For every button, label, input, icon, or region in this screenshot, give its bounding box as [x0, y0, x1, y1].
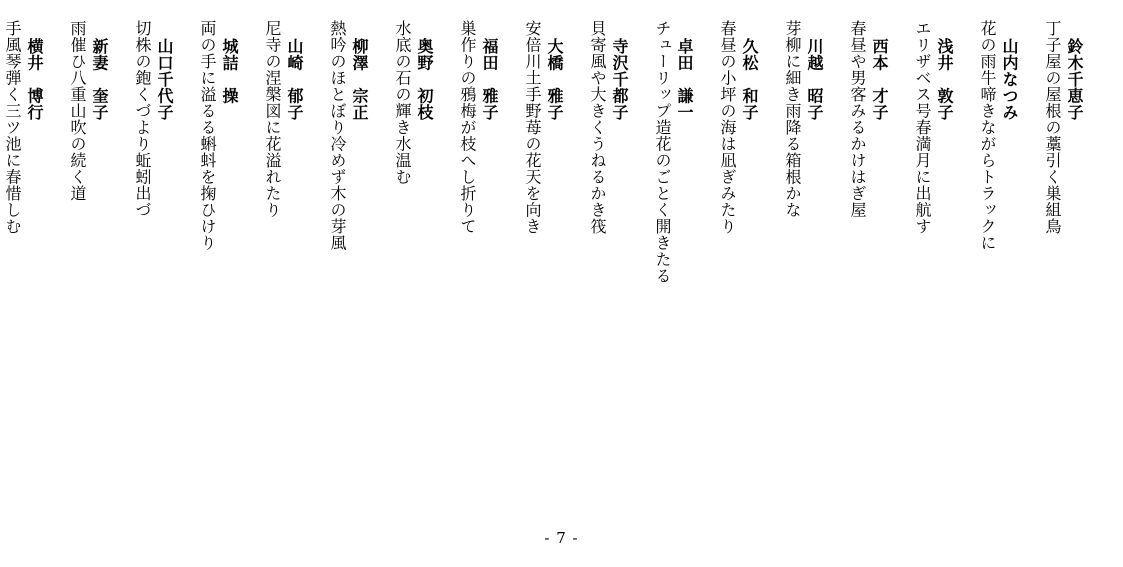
author-name: 寺沢千都子: [610, 38, 629, 121]
haiku-text: 貝寄風や大きくうねるかき筏: [588, 20, 607, 235]
haiku-text: 芽柳に細き雨降る箱根かな: [783, 20, 802, 218]
author-name: 鈴木千恵子: [1065, 38, 1084, 121]
page-number: - 7 -: [544, 529, 579, 547]
haiku-text: 春昼の小坪の海は凪ぎみたり: [718, 20, 737, 235]
haiku-text: 熱吟のほとぼり冷めず木の芽風: [328, 20, 347, 251]
haiku-text: 尼寺の涅槃図に花溢れたり: [263, 20, 282, 218]
haiku-text: エリザベス号春満月に出航す: [913, 20, 932, 235]
haiku-text: 雨催ひ八重山吹の続く道: [68, 20, 87, 202]
haiku-entry: [456, 20, 498, 235]
haiku-entry: [521, 20, 563, 235]
haiku-text: 春昼や男客みるかけはぎ屋: [848, 20, 867, 218]
author-name: 横井 博行: [25, 38, 44, 121]
author-name: 久松 和子: [740, 38, 759, 121]
haiku-entry: [326, 20, 368, 251]
author-name: 柳澤 宗正: [350, 38, 369, 121]
author-name: 卓田 謙一: [675, 38, 694, 121]
author-name: 浅井 敦子: [935, 38, 954, 121]
haiku-entry: [586, 20, 628, 235]
author-name: 新妻 奎子: [90, 38, 109, 121]
author-name: 城詰 操: [220, 38, 239, 104]
haiku-entry: [716, 20, 758, 235]
author-name: 西本 才子: [870, 38, 889, 121]
haiku-text: 両の手に溢るる蝌蚪を掬ひけり: [198, 20, 217, 251]
author-name: 山口千代子: [155, 38, 174, 121]
haiku-entry: [391, 20, 433, 185]
author-name: 川越 昭子: [805, 38, 824, 121]
haiku-entry: [651, 20, 693, 284]
author-name: 福田 雅子: [480, 38, 499, 121]
haiku-entry: [976, 20, 1018, 251]
author-name: 山崎 郁子: [285, 38, 304, 121]
haiku-entry: [846, 20, 888, 218]
author-name: 大橋 雅子: [545, 38, 564, 121]
haiku-entry: [196, 20, 238, 251]
haiku-text: 安倍川土手野苺の花天を向き: [523, 20, 542, 235]
haiku-entry: [781, 20, 823, 218]
haiku-text: チューリップ造花のごとく開きたる: [653, 20, 672, 284]
haiku-text: 巣作りの鴉梅が枝へし折りて: [458, 20, 477, 235]
haiku-text: 花の雨牛啼きながらトラックに: [978, 20, 997, 251]
haiku-text: 丁子屋の屋根の藁引く巣組鳥: [1043, 20, 1062, 235]
haiku-entry: [1041, 20, 1083, 235]
author-name: 奥野 初枝: [415, 38, 434, 121]
haiku-entry: [911, 20, 953, 235]
haiku-entry: [66, 20, 108, 202]
haiku-entry: [131, 20, 173, 218]
author-name: 山内なつみ: [1000, 38, 1019, 121]
haiku-text: 水底の石の輝き水温む: [393, 20, 412, 185]
haiku-list: [0, 20, 1083, 500]
haiku-text: 切株の鉋くづより蚯蚓出づ: [133, 20, 152, 218]
haiku-entry: [261, 20, 303, 218]
haiku-entry: [1, 20, 43, 235]
haiku-text: 手風琴弾く三ツ池に春惜しむ: [3, 20, 22, 235]
